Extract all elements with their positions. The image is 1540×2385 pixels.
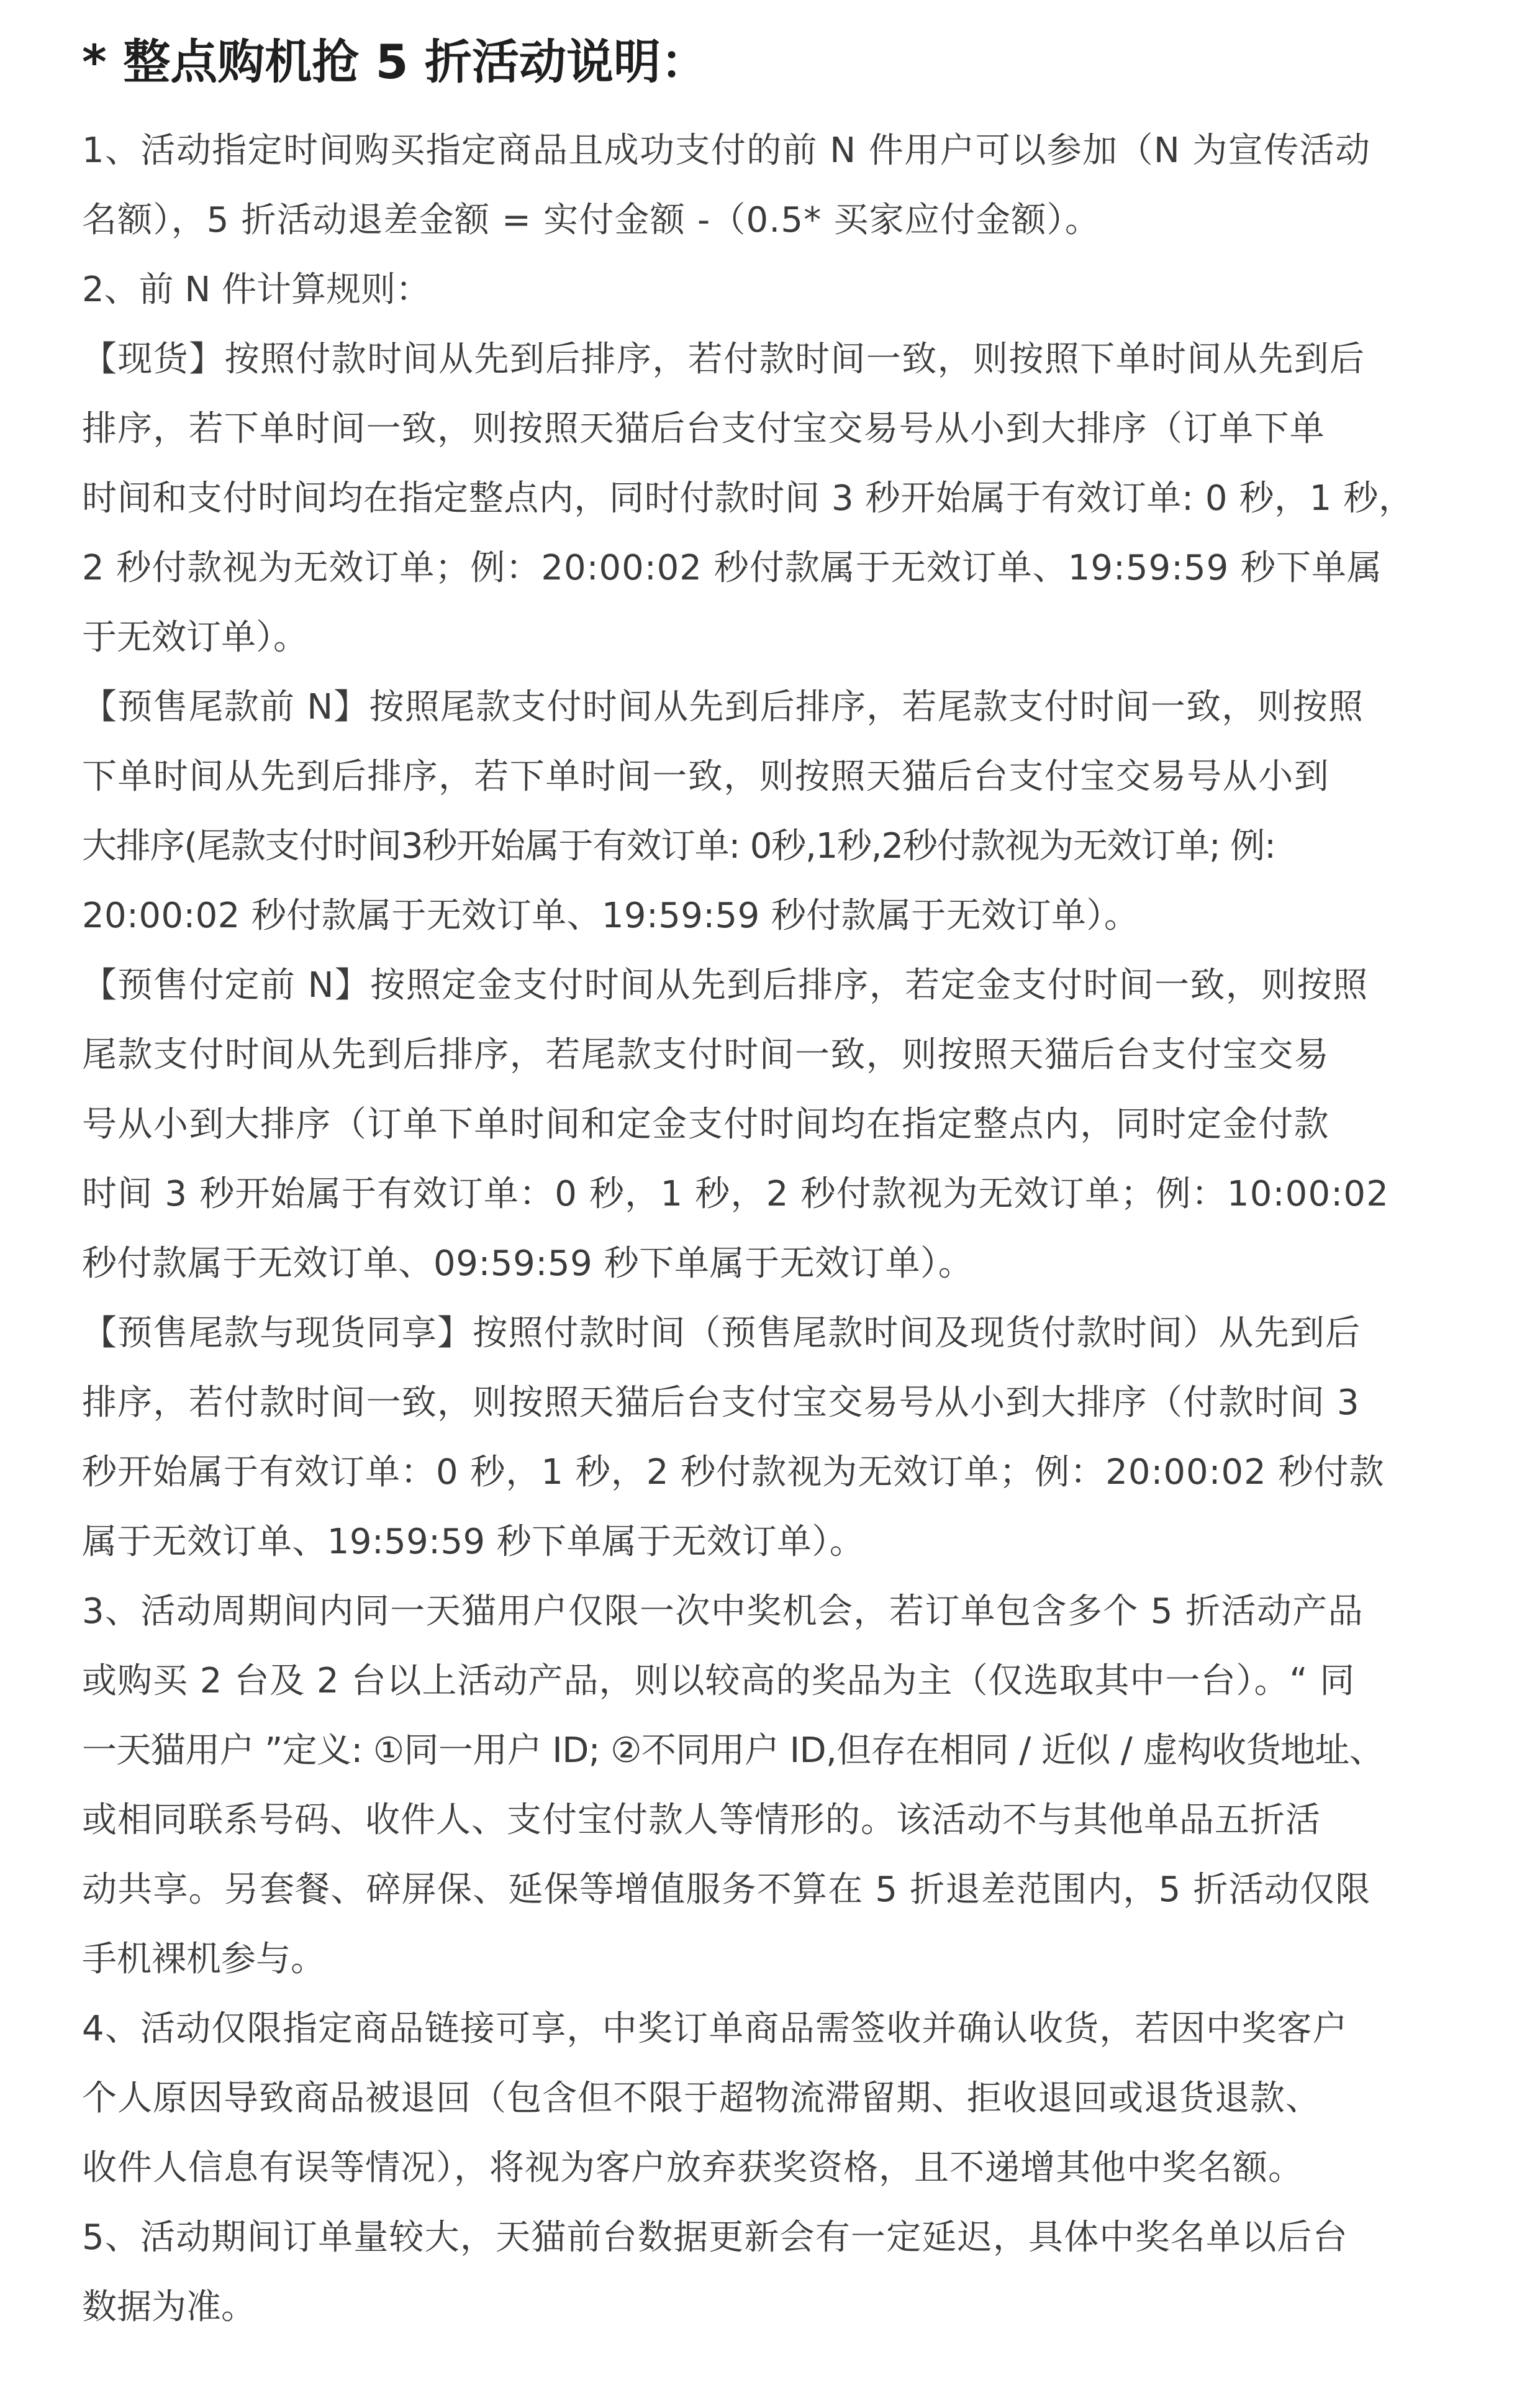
rule-4-line-1: 4、活动仅限指定商品链接可享，中奖订单商品需签收并确认收货，若因中奖客户 [82,2009,1348,2049]
presale-balance-line-4: 20:00:02 秒付款属于无效订单、19:59:59 秒付款属于无效订单）。 [82,896,1139,936]
shared-rule-line-4: 属于无效订单、19:59:59 秒下单属于无效订单）。 [82,1522,865,1562]
rule-1-line-1: 1、活动指定时间购买指定商品且成功支付的前 N 件用户可以参加（N 为宣传活动 [82,130,1371,171]
rule-3-line-2: 或购买 2 台及 2 台以上活动产品，则以较高的奖品为主（仅选取其中一台）。“ 同 [82,1661,1356,1701]
rule-4-line-3: 收件人信息有误等情况），将视为客户放弃获奖资格，且不递增其他中奖名额。 [82,2148,1303,2188]
presale-balance-line-3: 大排序(尾款支付时间3秒开始属于有效订单: 0秒,1秒,2秒付款视为无效订单; 例: [82,826,1275,866]
document-title: * 整点购机抢 5 折活动说明： [82,34,709,89]
rule-3-line-6: 手机裸机参与。 [82,1939,325,1979]
spot-rule-line-5: 于无效订单）。 [82,617,308,658]
shared-rule-line-1: 【预售尾款与现货同享】按照付款时间（预售尾款时间及现货付款时间）从先到后 [82,1313,1361,1353]
presale-balance-line-2: 下单时间从先到后排序，若下单时间一致，则按照天猫后台支付宝交易号从小到 [82,756,1329,797]
presale-deposit-line-2: 尾款支付时间从先到后排序，若尾款支付时间一致，则按照天猫后台支付宝交易 [82,1035,1329,1075]
presale-deposit-line-4: 时间 3 秒开始属于有效订单：0 秒，1 秒，2 秒付款视为无效订单；例：10:00:02 [82,1174,1390,1214]
spot-rule-line-4: 2 秒付款视为无效订单；例：20:00:02 秒付款属于无效订单、19:59:59 秒下单属 [82,548,1383,588]
rule-2-heading: 2、前 N 件计算规则： [82,270,431,310]
shared-rule-line-2: 排序，若付款时间一致，则按照天猫后台支付宝交易号从小到大排序（付款时间 3 [82,1383,1360,1423]
presale-deposit-line-5: 秒付款属于无效订单、09:59:59 秒下单属于无效订单）。 [82,1243,974,1284]
rule-1-line-2: 名额），5 折活动退差金额 = 实付金额 -（0.5* 买家应付金额）。 [82,200,1101,240]
spot-rule-line-2: 排序，若下单时间一致，则按照天猫后台支付宝交易号从小到大排序（订单下单 [82,409,1325,449]
spot-rule-line-3: 时间和支付时间均在指定整点内，同时付款时间 3 秒开始属于有效订单: 0 秒，1 秒， [82,478,1414,519]
rule-4-line-2: 个人原因导致商品被退回（包含但不限于超物流滞留期、拒收退回或退货退款、 [82,2078,1321,2119]
rule-3-line-4: 或相同联系号码、收件人、支付宝付款人等情形的。该活动不与其他单品五折活 [82,1800,1321,1840]
rule-5-line-1: 5、活动期间订单量较大，天猫前台数据更新会有一定延迟，具体中奖名单以后台 [82,2217,1348,2258]
rule-3-line-1: 3、活动周期间内同一天猫用户仅限一次中奖机会，若订单包含多个 5 折活动产品 [82,1591,1364,1632]
presale-balance-line-1: 【预售尾款前 N】按照尾款支付时间从先到后排序，若尾款支付时间一致，则按照 [82,687,1364,727]
presale-deposit-line-1: 【预售付定前 N】按照定金支付时间从先到后排序，若定金支付时间一致，则按照 [82,965,1369,1006]
presale-deposit-line-3: 号从小到大排序（订单下单时间和定金支付时间均在指定整点内，同时定金付款 [82,1104,1329,1145]
spot-rule-line-1: 【现货】按照付款时间从先到后排序，若付款时间一致，则按照下单时间从先到后 [82,339,1366,379]
rule-3-line-3: 一天猫用户 ”定义: ①同一用户 ID; ②不同用户 ID,但存在相同 / 近似 / 虚构收货地址、 [82,1730,1384,1771]
rule-5-line-2: 数据为准。 [82,2287,256,2327]
rule-3-line-5: 动共享。另套餐、碎屏保、延保等增值服务不算在 5 折退差范围内，5 折活动仅限 [82,1869,1371,1910]
shared-rule-line-3: 秒开始属于有效订单：0 秒，1 秒，2 秒付款视为无效订单；例：20:00:02 秒付款 [82,1452,1385,1492]
